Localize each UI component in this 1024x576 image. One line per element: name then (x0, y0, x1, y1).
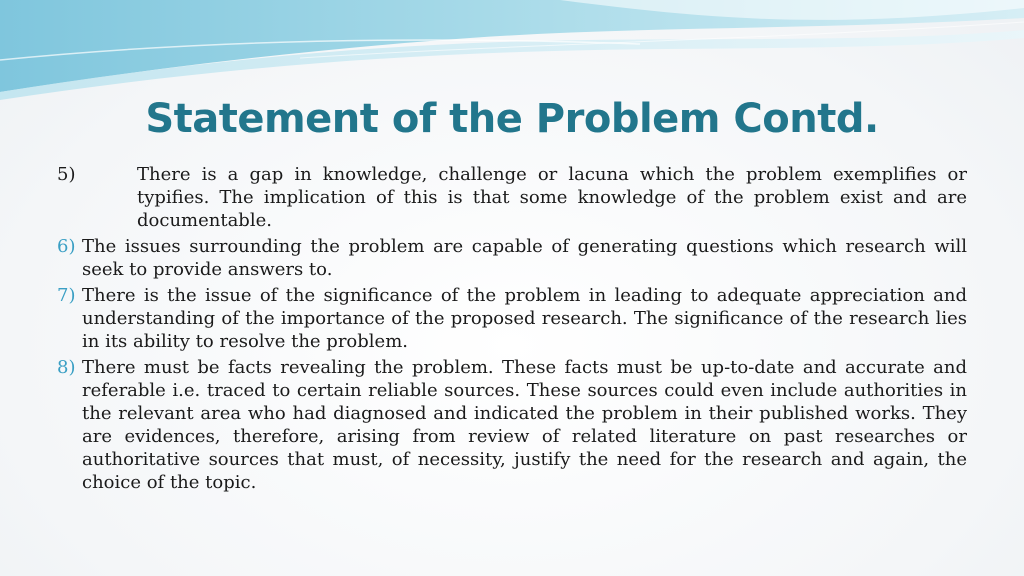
item-number: 8) (57, 357, 76, 378)
header-wave-decoration (0, 0, 1024, 110)
list-item-6 (57, 235, 967, 281)
list-item-5 (57, 163, 967, 232)
list-item-8 (57, 356, 967, 494)
item-number: 7) (57, 285, 76, 306)
item-text: There is a gap in knowledge, challenge or lacuna which the problem exemplifies or typifies. The implication of this is that some knowledge of the problem exist and are documentable. (137, 164, 967, 231)
content-list (57, 163, 967, 497)
item-text: The issues surrounding the problem are capable of generating questions which research will seek to provide answers to. (82, 236, 967, 280)
item-number: 5) (57, 164, 76, 185)
item-text: There is the issue of the significance of the problem in leading to adequate appreciation and understanding of the importance of the proposed research. The significance of the research lies in its ability to resolve the problem. (82, 285, 967, 352)
slide-title: Statement of the Problem Contd. (145, 96, 879, 142)
list-item-7 (57, 284, 967, 353)
item-number: 6) (57, 236, 76, 257)
item-text: There must be facts revealing the problem. These facts must be up-to-date and accurate and referable i.e. traced to certain reliable sources. These sources could even include authorities in the relevant area who had diagnosed and indicated the problem in their published works. They are evidences, therefore, arising from review of related literature on past researches or authoritative sources that must, of necessity, justify the need for the research and again, the choice of the topic. (82, 357, 967, 493)
